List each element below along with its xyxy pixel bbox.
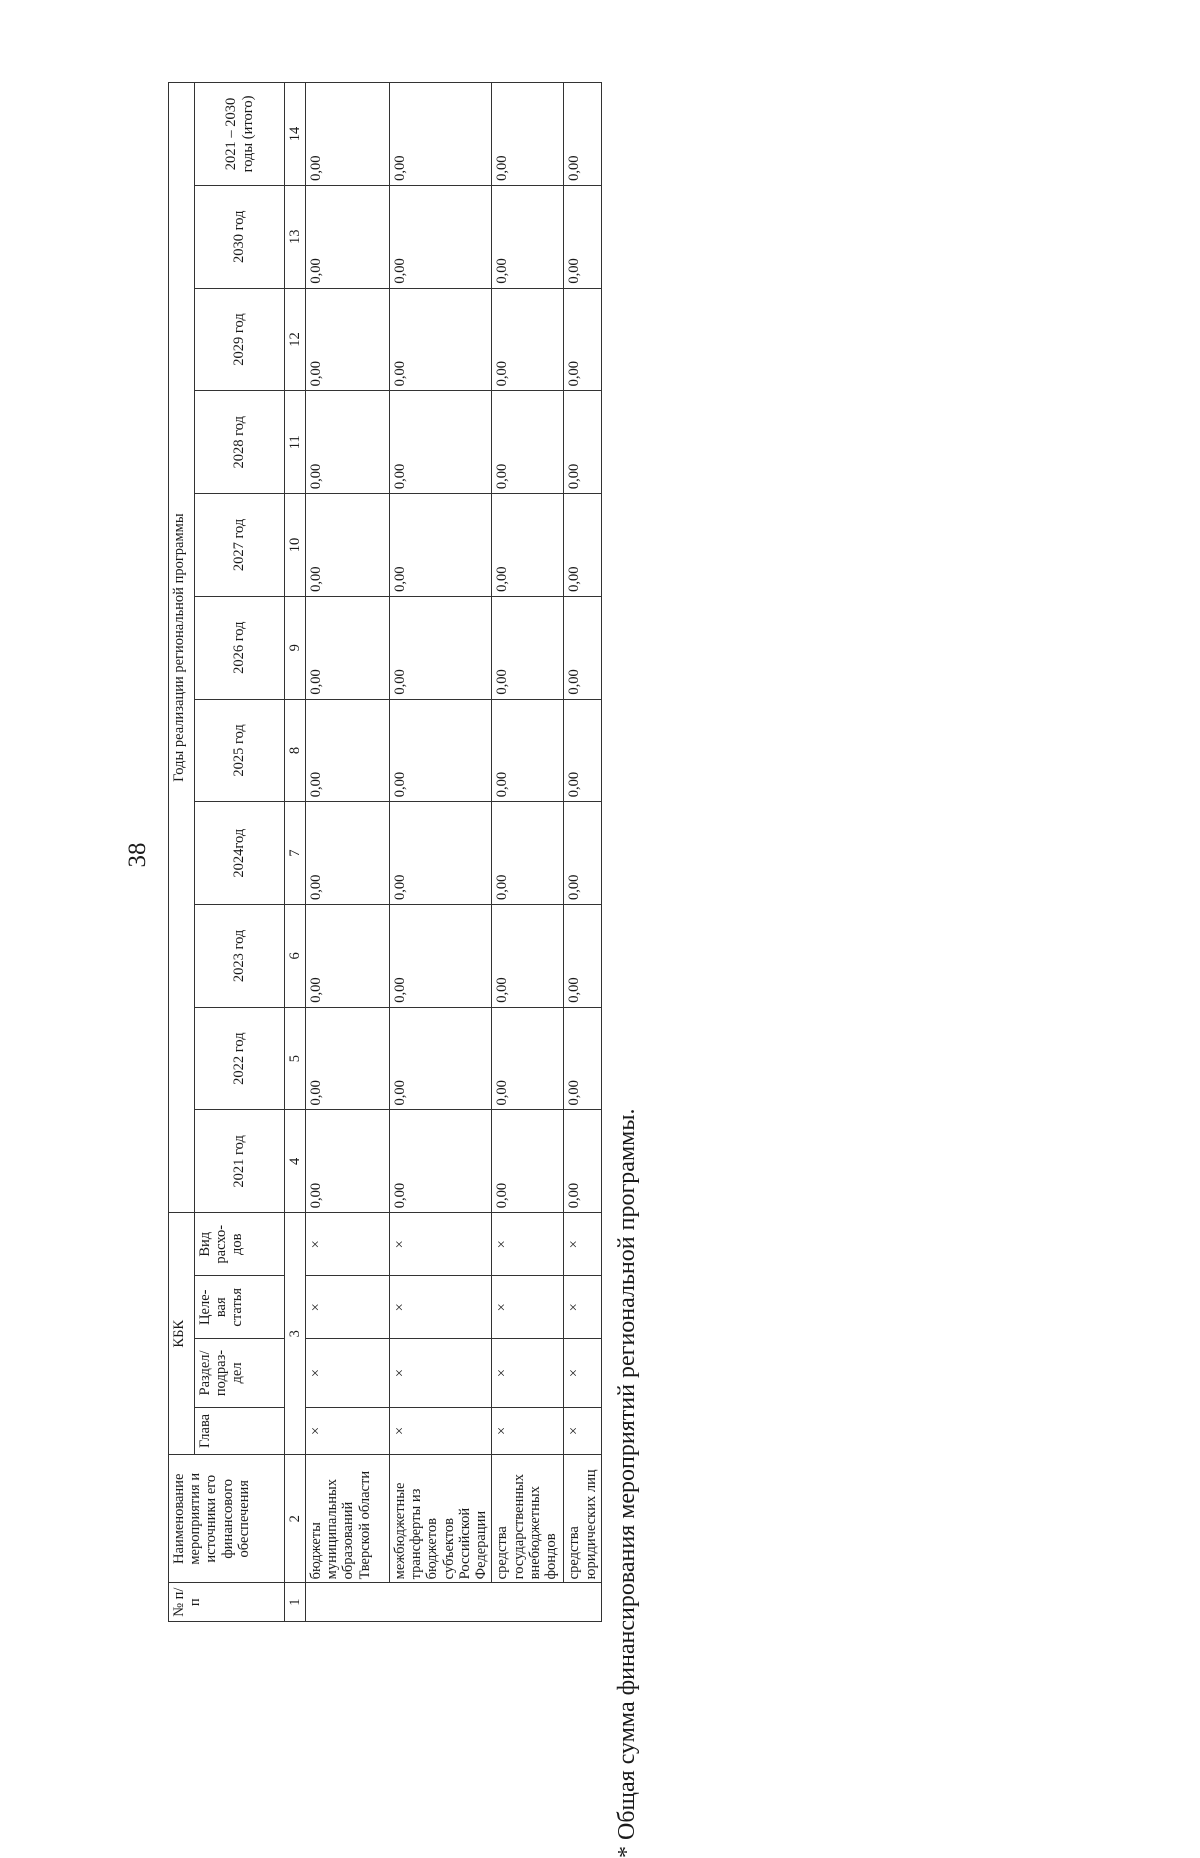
year-col-header: 2021 – 2030 годы (итого)	[195, 83, 285, 186]
value-cell: 0,00	[390, 83, 492, 186]
value-cell: 0,00	[306, 1110, 390, 1213]
table-row	[306, 83, 390, 1622]
index-cell: 9	[285, 596, 306, 699]
value-cell: 0,00	[390, 699, 492, 802]
value-cell: 0,00	[390, 905, 492, 1008]
source-name-cell: бюджеты муниципальных образований Тверской области	[306, 1455, 390, 1583]
year-col-header: 2023 год	[195, 905, 285, 1008]
year-col-header: 2025 год	[195, 699, 285, 802]
value-cell: 0,00	[306, 596, 390, 699]
index-cell: 13	[285, 185, 306, 288]
years-group-header: Годы реализации региональной программы	[169, 83, 195, 1213]
year-col-header: 2024год	[195, 802, 285, 905]
index-cell: 8	[285, 699, 306, 802]
value-cell: 0,00	[564, 596, 601, 699]
source-name-cell: средства юридических лиц	[564, 1455, 601, 1583]
value-cell: 0,00	[564, 1110, 601, 1213]
kbk-cell: ×	[564, 1213, 601, 1276]
index-cell: 12	[285, 288, 306, 391]
value-cell: 0,00	[492, 391, 564, 494]
kbk-cell: ×	[564, 1276, 601, 1339]
value-cell: 0,00	[390, 1110, 492, 1213]
year-col-header: 2027 год	[195, 494, 285, 597]
value-cell: 0,00	[306, 699, 390, 802]
value-cell: 0,00	[564, 83, 601, 186]
kbk-col-header: Глава	[195, 1407, 285, 1455]
row-number-cell	[306, 1583, 602, 1622]
kbk-cell: ×	[306, 1213, 390, 1276]
value-cell: 0,00	[564, 905, 601, 1008]
kbk-cell: ×	[390, 1276, 492, 1339]
index-cell: 4	[285, 1110, 306, 1213]
kbk-header: КБК	[169, 1213, 195, 1455]
value-cell: 0,00	[306, 185, 390, 288]
value-cell: 0,00	[492, 1110, 564, 1213]
table-container	[168, 82, 599, 1622]
value-cell: 0,00	[306, 905, 390, 1008]
kbk-cell: ×	[306, 1276, 390, 1339]
value-cell: 0,00	[306, 802, 390, 905]
value-cell: 0,00	[390, 596, 492, 699]
index-cell: 1	[285, 1583, 306, 1622]
year-col-header: 2022 год	[195, 1007, 285, 1110]
kbk-col-header: Целе- вая статья	[195, 1276, 285, 1339]
value-cell: 0,00	[306, 1007, 390, 1110]
value-cell: 0,00	[492, 83, 564, 186]
column-index-row	[285, 83, 306, 1622]
year-col-header: 2029 год	[195, 288, 285, 391]
value-cell: 0,00	[564, 1007, 601, 1110]
index-cell: 7	[285, 802, 306, 905]
value-cell: 0,00	[492, 802, 564, 905]
index-cell: 10	[285, 494, 306, 597]
value-cell: 0,00	[492, 185, 564, 288]
value-cell: 0,00	[390, 185, 492, 288]
kbk-cell: ×	[564, 1407, 601, 1455]
value-cell: 0,00	[390, 391, 492, 494]
kbk-cell: ×	[492, 1339, 564, 1407]
value-cell: 0,00	[492, 1007, 564, 1110]
kbk-cell: ×	[390, 1407, 492, 1455]
page-number: 38	[124, 842, 151, 868]
value-cell: 0,00	[390, 494, 492, 597]
financing-table	[168, 82, 602, 1622]
year-col-header: 2021 год	[195, 1110, 285, 1213]
value-cell: 0,00	[492, 905, 564, 1008]
value-cell: 0,00	[492, 288, 564, 391]
value-cell: 0,00	[564, 802, 601, 905]
year-col-header: 2026 год	[195, 596, 285, 699]
kbk-cell: ×	[306, 1407, 390, 1455]
rotated-table-frame	[168, 82, 599, 1622]
index-cell: 6	[285, 905, 306, 1008]
kbk-cell: ×	[492, 1213, 564, 1276]
index-cell: 14	[285, 83, 306, 186]
value-cell: 0,00	[492, 494, 564, 597]
value-cell: 0,00	[306, 288, 390, 391]
kbk-col-header: Вид расхо- дов	[195, 1213, 285, 1276]
value-cell: 0,00	[390, 802, 492, 905]
kbk-col-header: Раздел/ подраз- дел	[195, 1339, 285, 1407]
value-cell: 0,00	[306, 391, 390, 494]
header-row-2	[195, 83, 285, 1622]
value-cell: 0,00	[564, 185, 601, 288]
index-cell: 3	[285, 1213, 306, 1455]
year-col-header: 2030 год	[195, 185, 285, 288]
value-cell: 0,00	[564, 699, 601, 802]
value-cell: 0,00	[390, 288, 492, 391]
source-name-cell: средства государственных внебюджетных фондов	[492, 1455, 564, 1583]
value-cell: 0,00	[564, 494, 601, 597]
table-row	[564, 83, 601, 1622]
index-cell: 11	[285, 391, 306, 494]
kbk-cell: ×	[390, 1339, 492, 1407]
kbk-cell: ×	[306, 1339, 390, 1407]
value-cell: 0,00	[492, 596, 564, 699]
index-cell: 5	[285, 1007, 306, 1110]
value-cell: 0,00	[564, 288, 601, 391]
kbk-cell: ×	[492, 1407, 564, 1455]
header-row-1	[169, 83, 195, 1622]
value-cell: 0,00	[306, 494, 390, 597]
col-name-header: Наименование мероприятия и источники его финансового обеспечения	[169, 1455, 285, 1583]
value-cell: 0,00	[306, 83, 390, 186]
col-num-header: № п/п	[169, 1583, 285, 1622]
value-cell: 0,00	[564, 391, 601, 494]
table-row	[390, 83, 492, 1622]
year-col-header: 2028 год	[195, 391, 285, 494]
kbk-cell: ×	[492, 1276, 564, 1339]
footnote: * Общая сумма финансирования мероприятий региональной программы.	[614, 1108, 640, 1858]
value-cell: 0,00	[390, 1007, 492, 1110]
table-row	[492, 83, 564, 1622]
source-name-cell: межбюджетные трансферты из бюджетов субъектов Российской Федерации	[390, 1455, 492, 1583]
kbk-cell: ×	[390, 1213, 492, 1276]
value-cell: 0,00	[492, 699, 564, 802]
index-cell: 2	[285, 1455, 306, 1583]
kbk-cell: ×	[564, 1339, 601, 1407]
